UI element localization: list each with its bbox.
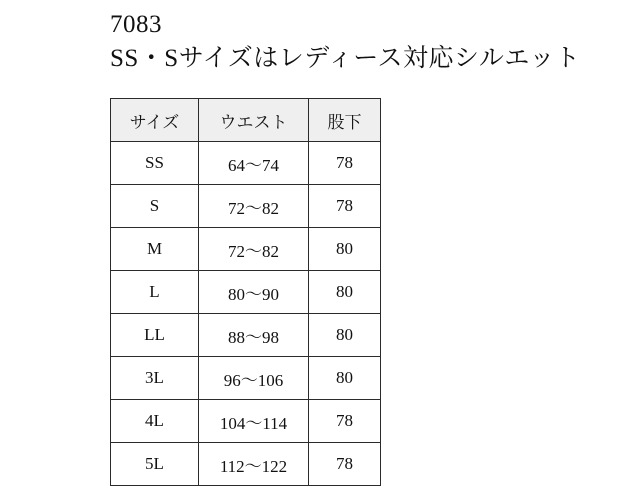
cell-waist: 88〜98 — [199, 314, 309, 357]
cell-waist: 72〜82 — [199, 185, 309, 228]
cell-size: LL — [111, 314, 199, 357]
cell-inseam: 78 — [309, 142, 381, 185]
cell-size: 3L — [111, 357, 199, 400]
cell-inseam: 78 — [309, 443, 381, 486]
cell-waist: 72〜82 — [199, 228, 309, 271]
cell-size: 5L — [111, 443, 199, 486]
cell-inseam: 80 — [309, 357, 381, 400]
size-chart-table — [110, 98, 381, 486]
page-title: 7083 — [110, 11, 162, 38]
cell-inseam: 80 — [309, 228, 381, 271]
table-row — [111, 314, 381, 357]
cell-inseam: 78 — [309, 400, 381, 443]
table-row — [111, 142, 381, 185]
cell-waist: 96〜106 — [199, 357, 309, 400]
cell-size: 4L — [111, 400, 199, 443]
table-header-row — [111, 99, 381, 142]
cell-waist: 112〜122 — [199, 443, 309, 486]
cell-size: M — [111, 228, 199, 271]
cell-inseam: 80 — [309, 271, 381, 314]
table-row — [111, 443, 381, 486]
table-row — [111, 228, 381, 271]
cell-waist: 80〜90 — [199, 271, 309, 314]
cell-inseam: 78 — [309, 185, 381, 228]
cell-size: SS — [111, 142, 199, 185]
column-header-waist: ウエスト — [199, 99, 309, 142]
column-header-inseam: 股下 — [309, 99, 381, 142]
table-row — [111, 400, 381, 443]
cell-inseam: 80 — [309, 314, 381, 357]
column-header-size: サイズ — [111, 99, 199, 142]
table-row — [111, 185, 381, 228]
cell-waist: 104〜114 — [199, 400, 309, 443]
cell-size: S — [111, 185, 199, 228]
table-row — [111, 271, 381, 314]
table-row — [111, 357, 381, 400]
page-subtitle: SS・Sサイズはレディース対応シルエット — [110, 45, 581, 72]
cell-size: L — [111, 271, 199, 314]
cell-waist: 64〜74 — [199, 142, 309, 185]
